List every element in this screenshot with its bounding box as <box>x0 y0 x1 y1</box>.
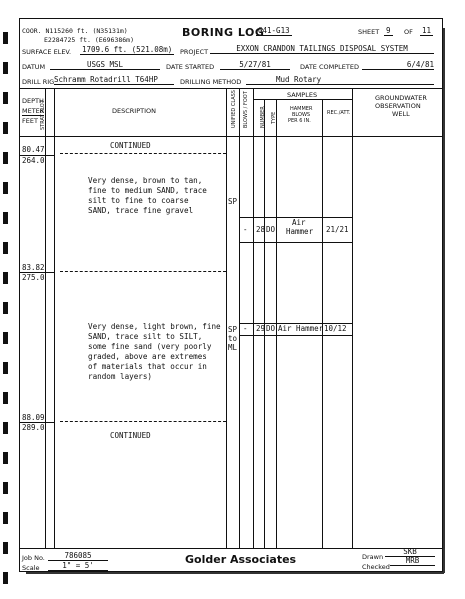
binder-mark <box>3 62 8 74</box>
depth-meters: 83.82 <box>22 263 45 272</box>
checked-label: Checked <box>362 563 390 571</box>
binder-mark <box>3 422 8 434</box>
binder-mark <box>3 272 8 284</box>
sheet-of: OF <box>404 28 413 36</box>
binder-mark <box>3 452 8 464</box>
samples-header: SAMPLES <box>287 91 318 99</box>
surface-elev-label: SURFACE ELEV. <box>22 48 72 56</box>
sheet-total: 11 <box>422 26 432 35</box>
blows-header: BLOWS <box>292 112 311 118</box>
sample-hammer: Hammer <box>286 227 314 236</box>
drilling-method: Mud Rotary <box>246 75 434 85</box>
layer1-description: Very dense, brown to tan, fine to medium SAND, trace silt to fine to coarse SAND, trace fine gravel <box>88 176 207 215</box>
layer-boundary <box>60 271 226 272</box>
binder-mark <box>3 242 8 254</box>
binder-mark <box>3 182 8 194</box>
coor-east: E2284725 ft. (E696386m) <box>44 36 135 44</box>
drilling-method-label: DRILLING METHOD <box>180 78 242 86</box>
checked-by: MRB <box>390 556 435 566</box>
continued-top: CONTINUED <box>110 141 151 150</box>
project-name: EXXON CRANDON TAILINGS DISPOSAL SYSTEM <box>210 44 434 54</box>
feet-header: FEET <box>22 117 38 125</box>
scale-label: Scale <box>22 564 40 572</box>
sample-blows: - <box>243 225 248 234</box>
column-header-divider <box>19 136 443 137</box>
coor-label: COOR. <box>22 27 42 35</box>
depth-tick <box>19 155 54 156</box>
sample-recovery: 10/12 <box>324 324 347 333</box>
depth-tick <box>19 422 54 423</box>
class-column-line <box>239 88 240 548</box>
binder-mark <box>3 572 8 584</box>
date-completed: 6/4/81 <box>362 60 434 70</box>
depth-tick <box>19 272 54 273</box>
blows-foot-header: BLOWS / FOOT <box>243 91 249 128</box>
gw-header-3: WELL <box>392 110 410 118</box>
blows-column-line <box>253 88 254 548</box>
type-header: TYPE <box>271 111 277 124</box>
depth-feet: 289.0 <box>22 423 45 432</box>
binder-mark <box>3 302 8 314</box>
sheet-number: 9 <box>386 26 391 35</box>
drawn-label: Drawn <box>362 553 384 561</box>
datum-value: USGS MSL <box>50 60 160 70</box>
strat-plot-header: STRAT PLOT <box>40 100 46 130</box>
rec-column-line <box>352 88 353 548</box>
sample-type: DO <box>266 225 276 234</box>
datum-label: DATUM <box>22 63 46 71</box>
binder-mark <box>3 362 8 374</box>
date-started: 5/27/81 <box>220 60 290 70</box>
log-id: G41-G13 <box>258 26 290 35</box>
company-name: Golder Associates <box>185 553 297 566</box>
gw-header-2: OBSERVATION <box>375 102 421 110</box>
description-column-line <box>226 88 227 548</box>
binder-mark <box>3 152 8 164</box>
drill-rig-label: DRILL RIG <box>22 78 55 86</box>
samples-subdivider <box>253 99 352 100</box>
unified-class-header: UNIFIED CLASS <box>231 90 237 128</box>
sample-hammer: Air Hammer <box>278 324 324 333</box>
drill-rig: Schramm Rotadrill T64HP <box>54 75 174 85</box>
job-no-label: Job No. <box>22 554 45 562</box>
binder-mark <box>3 92 8 104</box>
depth-meters: 80.47 <box>22 145 45 154</box>
page-title: BORING LOG <box>182 26 265 39</box>
sample-number: 28 <box>256 225 266 234</box>
coor-north: N115260 ft. (N35131m) <box>45 27 128 35</box>
rec-att-header: REC./ATT. <box>327 110 351 116</box>
layer2-class: to <box>228 334 238 343</box>
sample-row-bottom <box>239 242 352 243</box>
drawn-by: SKB <box>385 547 435 557</box>
sample-number: 29 <box>256 324 266 333</box>
date-completed-label: DATE COMPLETED <box>300 63 359 71</box>
layer2-description: Very dense, light brown, fine SAND, trace silt to SILT, some fine sand (very poorly graded, above are extremes of materials that occur in random layers) <box>88 322 221 381</box>
binder-mark <box>3 482 8 494</box>
layer-boundary <box>60 153 226 154</box>
depth-meters: 88.09 <box>22 413 45 422</box>
depth-feet: 264.0 <box>22 156 45 165</box>
binder-mark <box>3 392 8 404</box>
binder-mark <box>3 212 8 224</box>
binder-mark <box>3 122 8 134</box>
layer2-class: ML <box>228 343 238 352</box>
binder-mark <box>3 512 8 524</box>
page-shadow <box>443 28 445 573</box>
layer2-class: SP <box>228 325 238 334</box>
gw-header-1: GROUNDWATER <box>375 94 427 102</box>
depth-column-line <box>45 88 46 548</box>
date-started-label: DATE STARTED <box>166 63 215 71</box>
sheet-label: SHEET <box>358 28 380 36</box>
project-label: PROJECT <box>180 48 209 56</box>
sample-hammer: Air <box>292 218 306 227</box>
binder-mark <box>3 542 8 554</box>
layer-boundary <box>60 421 226 422</box>
strat-column-line <box>54 88 55 548</box>
hammer-header: HAMMER <box>290 106 313 112</box>
number-header: NUMBER <box>260 106 266 128</box>
continued-bottom: CONTINUED <box>110 431 151 440</box>
job-no: 786085 <box>48 551 108 561</box>
description-header: DESCRIPTION <box>112 107 156 115</box>
sample-type: DO <box>266 324 276 333</box>
scale-value: 1" = 5' <box>48 561 108 571</box>
header-divider <box>19 88 443 89</box>
depth-header: DEPTH <box>22 97 44 105</box>
layer1-class: SP <box>228 197 238 206</box>
depth-feet: 275.0 <box>22 273 45 282</box>
sample-row-bottom <box>239 335 352 336</box>
surface-elev: 1709.6 ft. (521.08m) <box>82 45 173 54</box>
footer-divider <box>19 548 443 549</box>
sample-blows: - <box>243 324 248 333</box>
binder-mark <box>3 32 8 44</box>
per6in-header: PER 6 IN. <box>288 118 311 124</box>
sample-recovery: 21/21 <box>326 225 349 234</box>
binder-mark <box>3 332 8 344</box>
meter-header: METER <box>22 107 45 115</box>
page-shadow <box>26 572 444 574</box>
coordinates <box>22 27 128 35</box>
